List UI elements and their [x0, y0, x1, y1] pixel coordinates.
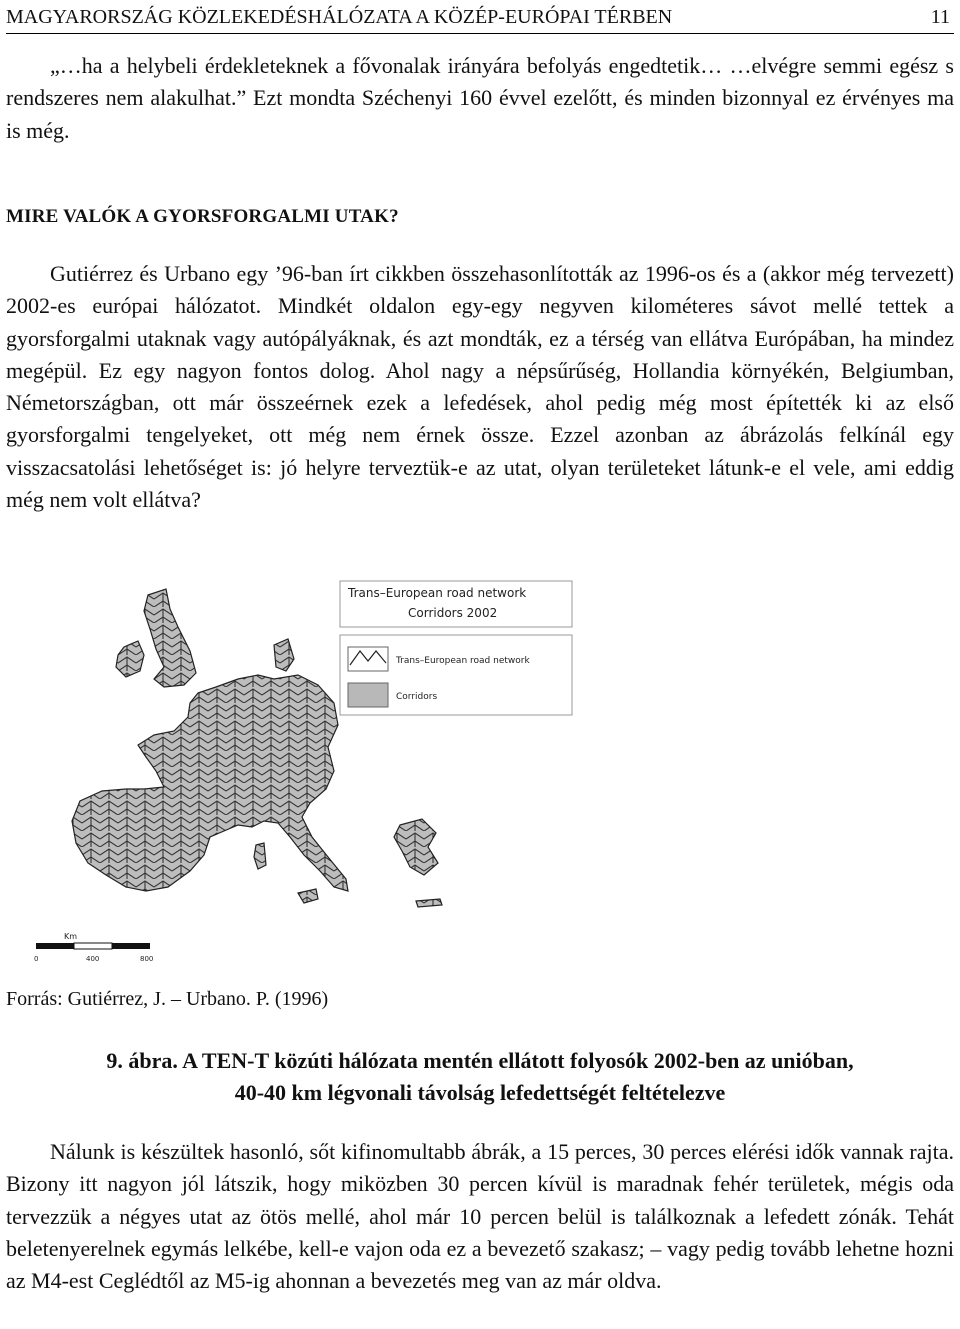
denmark-shape: [274, 639, 294, 671]
map-title-line2: Corridors 2002: [408, 606, 498, 620]
sicily-shape: [298, 889, 318, 903]
body-paragraph-2: Nálunk is készültek hasonló, sőt kifinomultabb ábrák, a 15 perces, 30 perces elérési idők vannak rajta. Bizony itt nagyon jól látszik, hogy miközben 30 percen kívül is maradnak fehér területek, mégis oda tervezzük a négyes utat az ötös mellé, ahol már 10 percen belül is találkoznak a lefedett zónák. Tehát beletenyerelnek egymás lelkébe, kell-e vajon oda ez a bevezető szakasz; – vagy pedig tovább lehetne hozni az M4-est Ceglédtől az M5-ig ahonnan a bevezetés meg van az már oldva.: [6, 1139, 954, 1294]
scale-tick-0: 0: [34, 955, 39, 963]
sardinia-shape: [254, 843, 266, 869]
legend-network-label: Trans–European road network: [396, 656, 530, 666]
section-heading: MIRE VALÓK A GYORSFORGALMI UTAK?: [6, 206, 399, 227]
figure-caption-line1: [6, 1045, 954, 1077]
szechenyi-quote: „…ha a helybeli érdekleteknek a fővonalak irányára befolyás engedtetik… …elvégre semmi egész s rendszeres nem alakulhat.” Ezt mondta Széchenyi 160 évvel ezelőtt, és minden bizonnyal ez érvényes ma is még.: [6, 53, 954, 143]
map-title-line1: Trans–European road network: [348, 586, 527, 600]
scale-unit: Km: [64, 932, 78, 941]
map-legend: [340, 635, 572, 715]
europe-corridor-map: [28, 575, 588, 975]
page-number: 11: [930, 6, 950, 28]
grey-box-icon: [348, 683, 388, 707]
figure-title-line2: 40-40 km légvonali távolság lefedettségét feltételezve: [234, 1080, 726, 1105]
map-title-box: [340, 581, 572, 627]
body-paragraph-1: Gutiérrez és Urbano egy ’96-ban írt cikkben összehasonlították az 1996-os és a (akkor még tervezett) 2002-es európai hálózatot. Mindkét oldalon egy-egy negyven kilométeres sávot mellé tettek a gyorsforgalmi utaknak vagy autópályáknak, és azt mondták, ez a térség van ellátva Európában, ha mindez megépül. Ez egy nagyon fontos dolog. Ahol nagy a népsűrűség, Hollandia környékén, Belgiumban, Németországban, ott már összeérnek ezek a lefedések, ahol pedig még most építették ki az első gyorsforgalmi tengelyeket, ott még nem érnek össze. Ezzel azonban az ábrázolás felkínál egy visszacsatolási lehetőséget is: jó helyre terveztük-e az utat, olyan területeket látunk-e el vele, ami eddig még nem volt ellátva?: [6, 261, 954, 513]
great-britain-shape: [144, 589, 196, 687]
figure-label: 9. ábra.: [106, 1048, 178, 1073]
crete-shape: [416, 899, 442, 907]
scale-tick-800: 800: [140, 955, 154, 963]
figure-source: Forrás: Gutiérrez, J. – Urbano. P. (1996): [6, 988, 329, 1010]
legend-corridors-label: Corridors: [396, 692, 438, 702]
running-title: MAGYARORSZÁG KÖZLEKEDÉSHÁLÓZATA A KÖZÉP-EURÓPAI TÉRBEN: [6, 6, 673, 28]
figure-caption: [6, 1045, 954, 1109]
running-header: [6, 0, 954, 34]
scale-tick-400: 400: [86, 955, 100, 963]
ireland-shape: [116, 641, 144, 677]
greece-shape: [394, 819, 438, 875]
figure-title-line1: A TEN-T közúti hálózata mentén ellátott folyosók 2002-ben az unióban,: [182, 1048, 854, 1073]
scale-bar: [34, 932, 153, 963]
continent-shape: [72, 675, 348, 891]
